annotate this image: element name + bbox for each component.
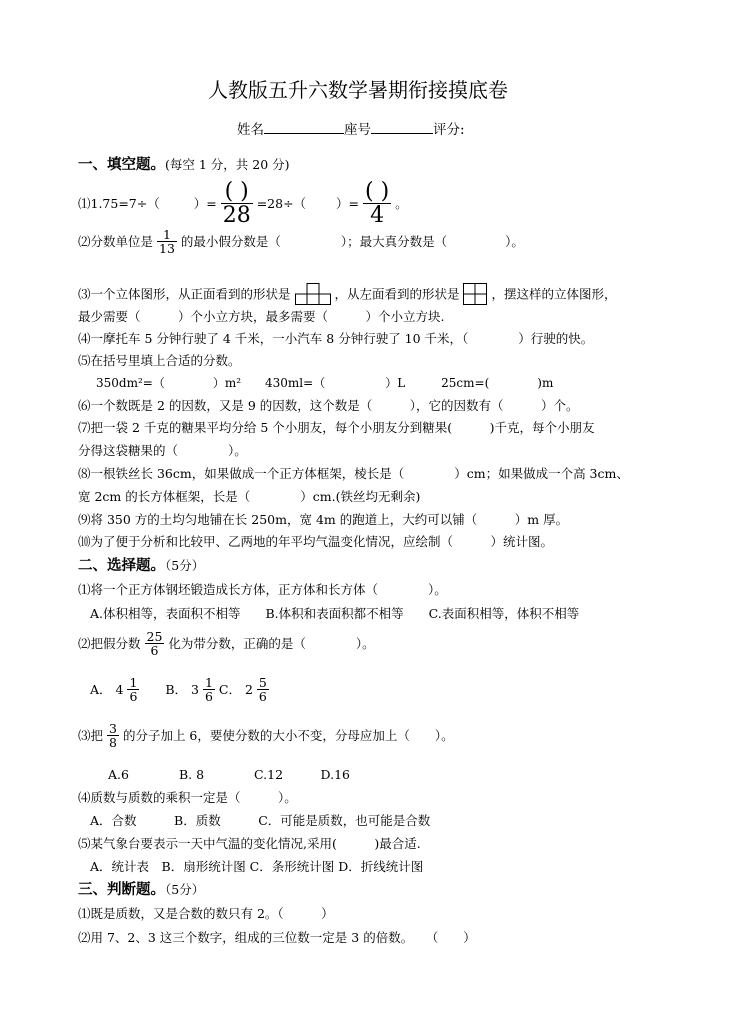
- option-c-fraction: [257, 676, 269, 703]
- s1-q4: ⑷一摩托车 5 分钟行驶了 4 千米，一小汽车 8 分钟行驶了 10 千米，（ ）行驶的快。: [78, 331, 594, 346]
- option-c-whole: 2: [244, 682, 253, 698]
- s1-q7-line2: 分得这袋糖果的（ ）。: [78, 443, 247, 458]
- s1-q10: ⑽为了便于分析和比较甲、乙两地的年平均气温变化情况，应绘制（ ）统计图。: [78, 534, 554, 549]
- s1-q1-fraction-2: [363, 180, 391, 227]
- student-info-line: [237, 120, 465, 138]
- s2-q2-fraction: [145, 630, 165, 657]
- s1-q1-part-a: ⑴1.75=7÷（: [78, 196, 160, 212]
- s2-q3: [78, 722, 454, 749]
- s2-q3-fraction-num: 3: [109, 721, 117, 736]
- option-a-num: 1: [129, 675, 138, 690]
- s2-q3-fraction: [107, 722, 119, 749]
- option-b-mixed-number: [191, 676, 215, 703]
- s3-q1: ⑴既是质数，又是合数的数只有 2。（ ）: [78, 906, 334, 921]
- left-view-icon: [463, 283, 487, 305]
- s1-q1-fraction-1: [221, 180, 253, 227]
- front-view-icon: [295, 283, 331, 305]
- option-c-den: 6: [258, 689, 267, 705]
- seat-blank[interactable]: [371, 120, 433, 134]
- s1-q6: ⑹一个数既是 2 的因数，又是 9 的因数，这个数是（ ），它的因数有（ ）个。: [78, 398, 579, 413]
- s2-q3-options: A.6 B. 8 C.12 D.16: [108, 767, 350, 782]
- option-b-den: 6: [204, 689, 213, 705]
- section1-heading: [78, 156, 290, 173]
- section3-note: （5分）: [165, 882, 205, 897]
- s2-q2: [78, 630, 375, 657]
- s1-q8-line1: ⑻一根铁丝长 36cm，如果做成一个正方体框架，棱长是（ ）cm；如果做成一个高 3cm、: [78, 466, 629, 481]
- option-c-mixed-number: [245, 676, 269, 703]
- option-b-num: 1: [204, 675, 213, 690]
- s1-q9: ⑼将 350 方的土均匀地铺在长 250m，宽 4m 的跑道上，大约可以铺（ ）m 厚。: [78, 512, 569, 527]
- section3-title: 三、判断题。: [78, 881, 165, 898]
- s1-q2-part-d: ）。: [505, 234, 524, 250]
- option-b-whole: 3: [191, 682, 199, 698]
- s1-q1-part-c: =28÷（: [256, 196, 307, 212]
- option-a-mixed-number: [116, 676, 140, 703]
- s1-q1-part-d: ）=: [336, 196, 360, 212]
- s2-q3-part-a: ⑶把: [78, 728, 104, 744]
- s2-q4-options: A．合数 B．质数 C．可能是质数，也可能是合数: [90, 813, 431, 828]
- option-a-label: A．: [90, 682, 112, 698]
- s1-q3-part-c: ，摆这样的立体图形，: [491, 286, 617, 302]
- s1-q1: [78, 180, 408, 227]
- s1-q2: [78, 228, 524, 255]
- s1-q3-part-a: ⑶一个立体图形，从正面看到的形状是: [78, 286, 291, 302]
- section1-note: (每空 1 分，共 20 分): [165, 157, 290, 172]
- s1-q1-fraction-2-den: 4: [370, 203, 385, 229]
- s2-q3-fraction-den: 8: [109, 735, 117, 751]
- section1-title: 一、填空题。: [78, 156, 165, 173]
- s2-q2-fraction-den: 6: [150, 643, 159, 659]
- section2-title: 二、选择题。: [78, 557, 165, 574]
- score-label: 评分:: [433, 122, 465, 138]
- s1-q2-part-c: ）；最大真分数是（: [340, 234, 448, 250]
- s2-q2-fraction-num: 25: [146, 629, 163, 644]
- s1-q1-fraction-2-num: ( ): [365, 179, 390, 204]
- s1-q2-fraction-den: 13: [159, 241, 175, 257]
- s2-q5: ⑸某气象台要表示一天中气温的变化情况,采用( )最合适.: [78, 836, 421, 851]
- s1-q1-fraction-1-num: ( ): [221, 180, 253, 204]
- s2-q1: ⑴将一个正方体钢坯锻造成长方体，正方体和长方体（ ）。: [78, 582, 447, 597]
- option-a-whole: 4: [115, 682, 124, 698]
- s1-q3-line1: [78, 283, 616, 305]
- s1-q1-part-b: ）=: [193, 196, 217, 212]
- s1-q2-fraction-num: 1: [157, 228, 177, 242]
- option-c-label: C．: [218, 682, 241, 698]
- option-b-label: B．: [165, 682, 188, 698]
- s2-q1-options: A.体积相等，表面积不相等 B.体积和表面积都不相等 C.表面积相等，体积不相等: [90, 606, 580, 621]
- s2-q2-part-b: 化为带分数，正确的是（ ）。: [168, 636, 375, 652]
- s1-q7-line1: ⑺把一袋 2 千克的糖果平均分给 5 个小朋友，每个小朋友分到糖果( )千克，每个小朋友: [78, 420, 595, 435]
- name-blank[interactable]: [264, 120, 344, 134]
- option-a-fraction: [127, 676, 139, 703]
- s1-q2-fraction: [157, 228, 177, 255]
- s1-q3-line2: 最少需要（ ）个小立方块，最多需要（ ）个小立方块.: [78, 309, 445, 324]
- s2-q2-part-a: ⑵把假分数: [78, 636, 141, 652]
- name-label: 姓名: [237, 122, 264, 138]
- s1-q8-line2: 宽 2cm 的长方体框架，长是（ ）cm.(铁丝均无剩余): [78, 489, 421, 504]
- seat-label: 座号: [344, 122, 371, 138]
- page-title: 人教版五升六数学暑期衔接摸底卷: [208, 78, 508, 102]
- s2-q4: ⑷质数与质数的乘积一定是（ ）。: [78, 790, 297, 805]
- option-a-den: 6: [129, 689, 138, 705]
- s3-q2: ⑵用 7、2、3 这三个数字，组成的三位数一定是 3 的倍数。 （ ）: [78, 930, 476, 945]
- option-b-fraction: [203, 676, 215, 703]
- s1-q2-part-b: 的最小假分数是（: [180, 234, 281, 250]
- section3-heading: [78, 881, 204, 898]
- s1-q3-part-b: ，从左面看到的形状是: [334, 286, 460, 302]
- s2-q2-options: [90, 676, 269, 703]
- s2-q5-options: A．统计表 B．扇形统计图 C．条形统计图 D．折线统计图: [90, 859, 424, 874]
- s2-q3-part-b: 的分子加上 6，要使分数的大小不变，分母应加上（ ）。: [122, 728, 454, 744]
- section2-note: （5分）: [165, 558, 205, 573]
- s1-q1-part-e: 。: [395, 196, 408, 212]
- s1-q2-part-a: ⑵分数单位是: [78, 234, 154, 250]
- s1-q5: ⑸在括号里填上合适的分数。: [78, 353, 241, 368]
- option-c-num: 5: [258, 675, 267, 690]
- s1-q5-units: 350dm²=（ ）m² 430ml=（ ）L 25cm=( )m: [96, 376, 554, 390]
- section2-heading: [78, 557, 204, 574]
- s1-q1-fraction-1-den: 28: [222, 203, 251, 229]
